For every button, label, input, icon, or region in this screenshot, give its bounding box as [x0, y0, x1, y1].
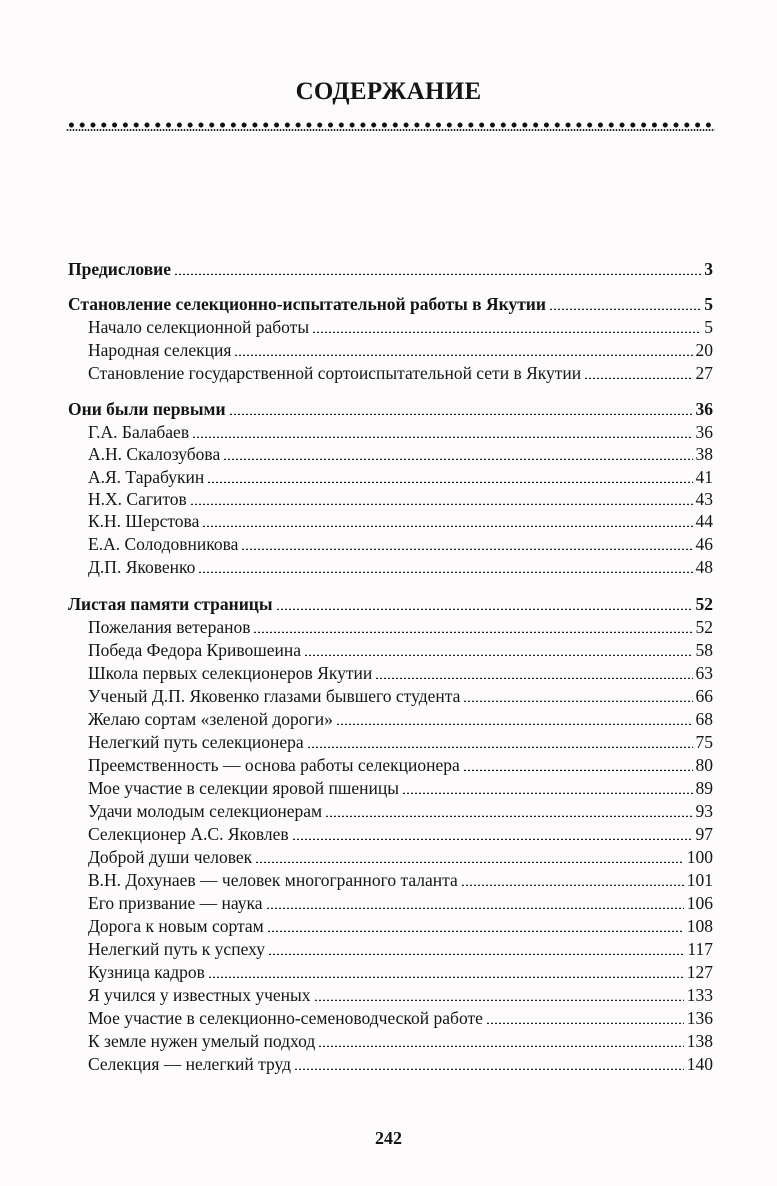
toc-entry-title: Его призвание — наука [88, 893, 263, 913]
toc-item-row [0, 800, 777, 822]
dot-leader [486, 1010, 684, 1024]
dot-leader [202, 513, 692, 527]
page-number: 242 [375, 1128, 402, 1148]
toc-entry-page: 75 [695, 732, 713, 752]
toc-item-row [0, 708, 777, 730]
toc-item-row [0, 1053, 777, 1075]
toc-entry-page: 93 [695, 801, 713, 821]
dot-leader [292, 826, 693, 840]
toc-item-row [0, 685, 777, 707]
dot-leader [461, 872, 684, 886]
dot-leader [584, 365, 692, 379]
toc-entry-title: К земле нужен умелый подход [88, 1031, 316, 1051]
toc-entry-page: 101 [686, 870, 713, 890]
dot-leader [549, 296, 701, 310]
toc-item-row [0, 466, 777, 488]
dot-leader [375, 665, 692, 679]
toc-item-row [0, 846, 777, 868]
dot-leader [174, 261, 701, 275]
dot-leader [276, 596, 693, 610]
dot-leader [241, 536, 692, 550]
toc-item-row [0, 938, 777, 960]
toc-entry-title: Нелегкий путь селекционера [88, 732, 304, 752]
toc-item-row [0, 510, 777, 532]
toc-entry-page: 138 [686, 1031, 713, 1051]
toc-entry-title: Ученый Д.П. Яковенко глазами бывшего студента [88, 686, 461, 706]
dot-leader [207, 469, 692, 483]
toc-entry-title: Они были первыми [68, 399, 226, 419]
dot-leader [314, 987, 684, 1001]
toc-entry-page: 68 [695, 709, 713, 729]
toc-entry-page: 66 [695, 686, 713, 706]
toc-entry-page: 133 [686, 985, 713, 1005]
toc-entry-title: Е.А. Солодовникова [88, 534, 239, 554]
toc-entry-page: 38 [695, 444, 713, 464]
toc-entry-page: 80 [695, 755, 713, 775]
toc-entry-title: А.Я. Тарабукин [88, 467, 205, 487]
dot-leader [229, 401, 693, 415]
dot-leader [268, 941, 684, 955]
toc-entry-page: 100 [686, 847, 713, 867]
toc-entry-title: Д.П. Яковенко [88, 557, 196, 577]
toc-item-row [0, 662, 777, 684]
toc-item-row [0, 961, 777, 983]
toc-entry-page: 136 [686, 1008, 713, 1028]
dot-leader [198, 559, 692, 573]
toc-item-row [0, 777, 777, 799]
toc-entry-title: Дорога к новым сортам [88, 916, 264, 936]
dot-leader [192, 424, 692, 438]
toc-entry-title: Начало селекционной работы [88, 317, 310, 337]
dot-leader [294, 1056, 684, 1070]
toc-entry-page: 140 [686, 1054, 713, 1074]
toc-entry-page: 52 [695, 594, 713, 614]
toc-item-row [0, 1007, 777, 1029]
toc-entry-page: 106 [686, 893, 713, 913]
dot-leader [266, 895, 684, 909]
toc-entry-page: 58 [695, 640, 713, 660]
toc-entry-title: Победа Федора Кривошеина [88, 640, 301, 660]
toc-item-row [0, 984, 777, 1006]
toc-entry-page: 46 [695, 534, 713, 554]
dot-leader [223, 446, 692, 460]
toc-section-row [0, 398, 777, 420]
toc-entry-title: Нелегкий путь к успеху [88, 939, 265, 959]
toc-section-row [0, 593, 777, 615]
dot-leader [336, 711, 693, 725]
toc-entry-page: 41 [695, 467, 713, 487]
toc-entry-title: Я учился у известных ученых [88, 985, 311, 1005]
toc-entry-page: 127 [686, 962, 713, 982]
toc-entry-title: Доброй души человек [88, 847, 253, 867]
toc-entry-title: Мое участие в селекционно-семеноводческой работе [88, 1008, 483, 1028]
toc-entry-page: 63 [695, 663, 713, 683]
toc-item-row [0, 869, 777, 891]
dot-leader [267, 918, 684, 932]
dot-leader [402, 780, 693, 794]
toc-entry-page: 5 [704, 317, 713, 337]
toc-item-row [0, 556, 777, 578]
toc-item-row [0, 823, 777, 845]
dot-leader [325, 803, 692, 817]
dotted-divider-small-dots [66, 129, 715, 131]
dot-leader [307, 734, 693, 748]
toc-item-row [0, 892, 777, 914]
toc-item-row [0, 1030, 777, 1052]
toc-item-row [0, 488, 777, 510]
toc-entry-title: К.Н. Шерстова [88, 511, 200, 531]
dot-leader [190, 491, 693, 505]
toc-entry-title: В.Н. Дохунаев — человек многогранного таланта [88, 870, 458, 890]
toc-entry-page: 108 [686, 916, 713, 936]
toc-item-row [0, 731, 777, 753]
toc-section-row [0, 293, 777, 315]
toc-entry-title: Желаю сортам «зеленой дороги» [88, 709, 333, 729]
dot-leader [255, 849, 684, 863]
toc-entry-page: 5 [704, 294, 713, 314]
toc-entry-page: 43 [695, 489, 713, 509]
toc-entry-page: 52 [695, 617, 713, 637]
dot-leader [318, 1033, 683, 1047]
toc-entry-title: Г.А. Балабаев [88, 422, 190, 442]
dot-leader [463, 757, 693, 771]
toc-entry-page: 89 [695, 778, 713, 798]
toc-entry-title: Удачи молодым селекционерам [88, 801, 323, 821]
toc-entry-page: 36 [695, 422, 713, 442]
toc-item-row [0, 362, 777, 384]
toc-entry-title: Пожелания ветеранов [88, 617, 251, 637]
toc-entry-page: 117 [687, 939, 713, 959]
toc-entry-page: 36 [695, 399, 713, 419]
toc-entry-title: А.Н. Скалозубова [88, 444, 221, 464]
toc-entry-page: 3 [704, 259, 713, 279]
toc-item-row [0, 533, 777, 555]
dotted-divider-large-dots [66, 122, 715, 128]
toc-entry-title: Становление государственной сортоиспытательной сети в Якутии [88, 363, 582, 383]
dot-leader [253, 619, 692, 633]
toc-item-row [0, 443, 777, 465]
toc-entry-title: Школа первых селекционеров Якутии [88, 663, 373, 683]
dot-leader [234, 342, 692, 356]
toc-entry-title: Н.Х. Сагитов [88, 489, 187, 509]
toc-item-row [0, 421, 777, 443]
toc-entry-page: 27 [695, 363, 713, 383]
dotted-divider [66, 122, 715, 134]
dot-leader [312, 319, 701, 333]
toc-item-row [0, 616, 777, 638]
toc-entry-page: 20 [695, 340, 713, 360]
dot-leader [208, 964, 684, 978]
toc-entry-title: Преемственность — основа работы селекционера [88, 755, 460, 775]
toc-entry-title: Селекция — нелегкий труд [88, 1054, 292, 1074]
page-title: СОДЕРЖАНИЕ [295, 78, 482, 105]
dot-leader [304, 642, 693, 656]
toc-entry-page: 48 [695, 557, 713, 577]
dot-leader [463, 688, 692, 702]
toc-item-row [0, 915, 777, 937]
toc-entry-title: Народная селекция [88, 340, 232, 360]
toc-section-row [0, 258, 777, 280]
toc-entry-page: 44 [695, 511, 713, 531]
toc-entry-title: Становление селекционно-испытательной работы в Якутии [68, 294, 546, 314]
toc-entry-title: Селекционер А.С. Яковлев [88, 824, 289, 844]
toc-item-row [0, 339, 777, 361]
toc-entry-title: Мое участие в селекции яровой пшеницы [88, 778, 399, 798]
toc-entry-title: Предисловие [68, 259, 172, 279]
toc-entry-page: 97 [695, 824, 713, 844]
toc-entry-title: Кузница кадров [88, 962, 205, 982]
toc-item-row [0, 754, 777, 776]
toc-item-row [0, 316, 777, 338]
toc-item-row [0, 639, 777, 661]
toc-entry-title: Листая памяти страницы [68, 594, 273, 614]
